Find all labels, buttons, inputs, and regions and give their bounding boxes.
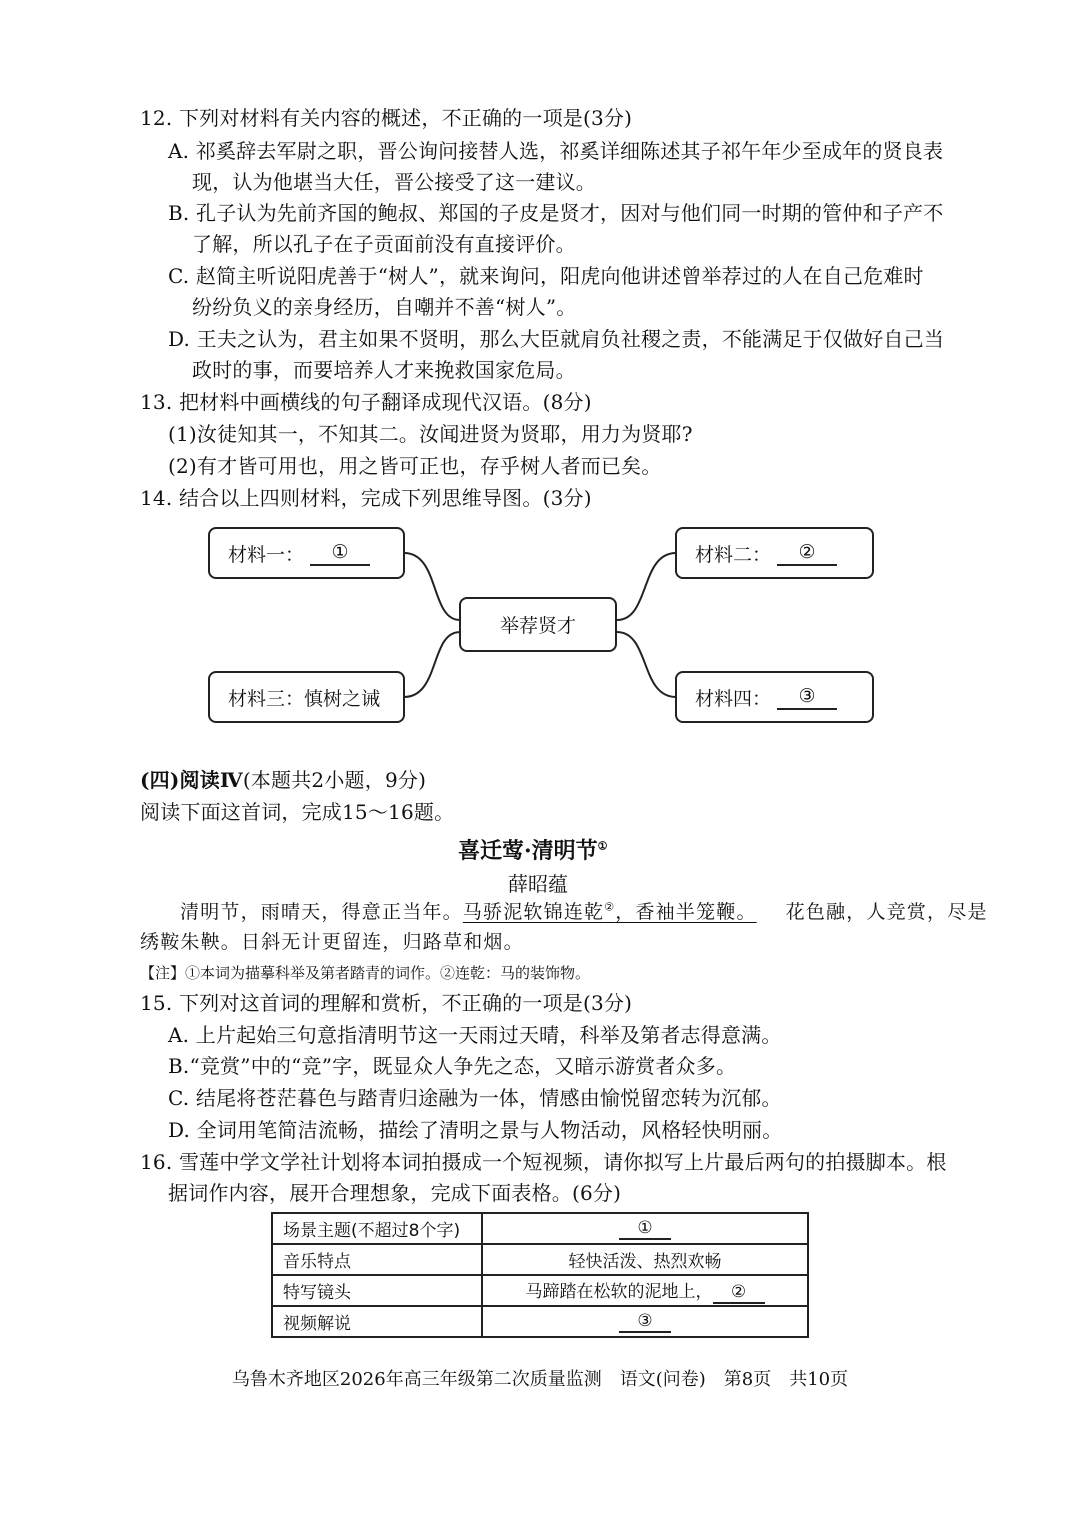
table-row [272, 1306, 808, 1337]
poem-title-note: ① [597, 839, 608, 853]
q14-stem: 14. 结合以上四则材料，完成下列思维导图。(3分) [140, 486, 592, 510]
table-row [272, 1213, 808, 1244]
table-value [482, 1275, 808, 1306]
q12-option-a-line2: 现，认为他堪当大任，晋公接受了这一建议。 [192, 170, 596, 194]
mindmap-material-4-label: 材料四： [695, 687, 772, 710]
q12-option-b-line1: B. 孔子认为先前齐国的鲍叔、郑国的子皮是贤才，因对与他们同一时期的管仲和子产不 [168, 201, 944, 225]
q13-stem: 13. 把材料中画横线的句子翻译成现代汉语。(8分) [140, 390, 592, 414]
table-row [272, 1275, 808, 1306]
table-key: 视频解说 [272, 1306, 482, 1337]
page-footer: 乌鲁木齐地区2026年高三年级第二次质量监测 语文(问卷) 第8页 共10页 [231, 1369, 849, 1390]
poem-line-1-u2: ，香袖半笼鞭。 [615, 901, 757, 923]
q12-stem: 12. 下列对材料有关内容的概述，不正确的一项是(3分) [140, 106, 633, 130]
table-value-text: 马蹄踏在松软的泥地上， [525, 1282, 713, 1302]
q12-option-c-line2: 纷纷负义的亲身经历，自嘲并不善“树人”。 [192, 295, 577, 319]
q15-option-b: B.“竞赏”中的“竞”字，既显众人争先之态，又暗示游赏者众多。 [168, 1054, 737, 1078]
mindmap-material-4 [675, 671, 874, 723]
mindmap-material-1-label: 材料一： [228, 543, 305, 566]
mindmap-material-1 [208, 527, 405, 579]
table-blank-1: ① [619, 1218, 671, 1240]
table-value [482, 1306, 808, 1337]
section-4-heading-bold: (四)阅读Ⅳ [140, 768, 243, 792]
table-blank-3: ③ [619, 1311, 671, 1333]
mindmap-blank-2: ② [777, 541, 837, 566]
table-key: 特写镜头 [272, 1275, 482, 1306]
shooting-script-table [271, 1212, 809, 1338]
table-value-text: 轻快活泼、热烈欢畅 [568, 1252, 722, 1272]
mindmap-center [459, 597, 617, 652]
mindmap-material-3-text: 材料三：慎树之诫 [228, 687, 381, 710]
q12-option-d-line2: 政时的事，而要培养人才来挽救国家危局。 [192, 358, 576, 382]
mindmap-center-label: 举荐贤才 [499, 615, 576, 637]
table-key: 场景主题(不超过8个字) [272, 1213, 482, 1244]
q15-option-d: D. 全词用笔简洁流畅，描绘了清明之景与人物活动，风格轻快明丽。 [168, 1118, 783, 1142]
q12-option-b-line2: 了解，所以孔子在子贡面前没有直接评价。 [192, 232, 576, 256]
poem-title-text: 喜迁莺·清明节 [458, 838, 598, 864]
q16-stem-line2: 据词作内容，展开合理想象，完成下面表格。(6分) [168, 1181, 622, 1205]
poem-line-1-u1: 马骄泥软锦连乾 [462, 901, 605, 923]
mindmap-material-2 [675, 527, 874, 579]
table-key: 音乐特点 [272, 1244, 482, 1275]
q12-option-d-line1: D. 王夫之认为，君主如果不贤明，那么大臣就肩负社稷之责，不能满足于仅做好自己当 [168, 327, 945, 351]
poem-line-1-b: 花色融，人竞赏，尽是 [785, 901, 988, 923]
q12-option-a-line1: A. 祁奚辞去军尉之职，晋公询问接替人选，祁奚详细陈述其子祁午年少至成年的贤良表 [168, 139, 944, 163]
section-4-heading-rest: (本题共2小题，9分) [242, 768, 427, 792]
q12-option-c-line1: C. 赵简主听说阳虎善于“树人”，就来询问，阳虎向他讲述曾举荐过的人在自己危难时 [168, 264, 924, 288]
poem-note: 【注】①本词为描摹科举及第者踏青的词作。②连乾：马的装饰物。 [140, 964, 591, 982]
poem-line-1 [180, 897, 988, 927]
table-row [272, 1244, 808, 1275]
mindmap-material-2-label: 材料二： [695, 543, 772, 566]
mindmap-blank-3: ③ [777, 685, 837, 710]
section-4-heading [140, 765, 426, 795]
poem-line-1-underlined-a [463, 901, 757, 923]
q15-option-a: A. 上片起始三句意指清明节这一天雨过天晴，科举及第者志得意满。 [168, 1023, 782, 1047]
mindmap-blank-1: ① [310, 541, 370, 566]
table-value [482, 1213, 808, 1244]
poem-line-1-note: ② [604, 900, 616, 914]
q15-option-c: C. 结尾将苍茫暮色与踏青归途融为一体，情感由愉悦留恋转为沉郁。 [168, 1086, 782, 1110]
mindmap-material-3 [208, 671, 405, 723]
table-value [482, 1244, 808, 1275]
q13-sentence-1: (1)汝徒知其一，不知其二。汝闻进贤为贤耶，用力为贤耶? [168, 422, 693, 446]
poem-author: 薛昭蕴 [508, 872, 568, 896]
section-4-intro: 阅读下面这首词，完成15～16题。 [140, 800, 455, 824]
q16-stem-line1: 16. 雪莲中学文学社计划将本词拍摄成一个短视频，请你拟写上片最后两句的拍摄脚本。根 [140, 1150, 947, 1174]
poem-title [458, 834, 608, 865]
poem-line-2: 绣鞍朱鞅。日斜无计更留连，归路草和烟。 [140, 931, 524, 953]
q15-stem: 15. 下列对这首词的理解和赏析，不正确的一项是(3分) [140, 991, 633, 1015]
poem-line-1-a: 清明节，雨晴天，得意正当年。 [180, 901, 463, 923]
table-blank-2: ② [713, 1282, 765, 1304]
q13-sentence-2: (2)有才皆可用也，用之皆可正也，存乎树人者而已矣。 [168, 454, 662, 478]
